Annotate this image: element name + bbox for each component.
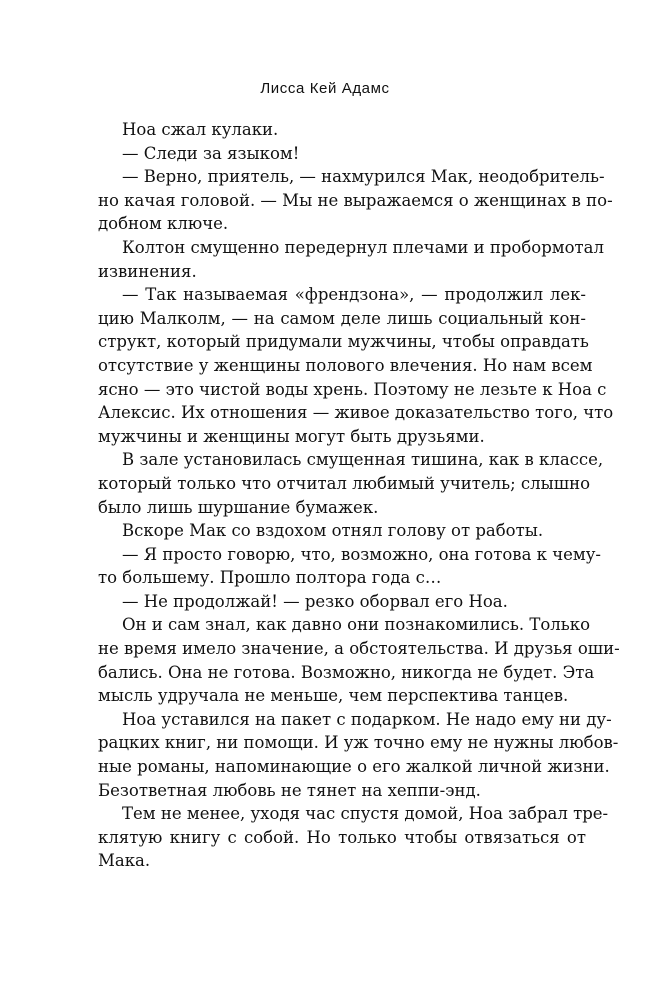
- text-line: Ноа сжал кулаки.: [122, 120, 279, 139]
- text-line: мысль удручала не меньше, чем перспектива танцев.: [98, 686, 569, 706]
- text-line: ясно — это чистой воды хрень. Поэтому не лезьте к Ноа с: [98, 379, 607, 399]
- text-line: Алексис. Их отношения — живое доказательство того, что: [98, 403, 614, 423]
- text-line: цию Малколм, — на самом деле лишь социальный кон-: [98, 308, 586, 328]
- text-line: бались. Она не готова. Возможно, никогда не будет. Эта: [98, 662, 595, 682]
- text-line: Он и сам знал, как давно они познакомились. Только: [122, 615, 591, 635]
- text-line: — Так называемая «френдзона», — продолжил лек-: [122, 285, 586, 305]
- text-line: — Не продолжай! — резко оборвал его Ноа.: [122, 591, 508, 611]
- text-line: — Следи за языком!: [122, 143, 300, 163]
- text-line: добном ключе.: [98, 214, 229, 234]
- text-line: Тем не менее, уходя час спустя домой, Ноа забрал тре-: [122, 804, 609, 824]
- text-line: извинения.: [98, 261, 197, 281]
- text-line: ные романы, напоминающие о его жалкой личной жизни.: [98, 757, 610, 777]
- text-line: Ноа уставился на пакет с подарком. Не надо ему ни ду-: [122, 709, 612, 729]
- text-line: Безответная любовь не тянет на хеппи-энд.: [98, 780, 481, 800]
- text-line: не время имело значение, а обстоятельства. И друзья оши-: [98, 639, 620, 659]
- text-line: структ, который придумали мужчины, чтобы оправдать: [98, 332, 589, 352]
- text-line: было лишь шуршание бумажек.: [98, 497, 379, 517]
- running-head-author: Лисса Кей Адамс: [260, 80, 390, 97]
- text-line: — Я просто говорю, что, возможно, она готова к чему-: [122, 544, 601, 564]
- text-line: Вскоре Мак со вздохом отнял голову от работы.: [122, 521, 544, 541]
- text-line: который только что отчитал любимый учитель; слышно: [98, 473, 591, 493]
- body-text: [98, 118, 620, 873]
- text-line: Колтон смущенно передернул плечами и пробормотал: [122, 237, 605, 257]
- text-line: В зале установилась смущенная тишина, как в классе,: [122, 450, 604, 470]
- text-line: клятую книгу с собой. Но только чтобы отвязаться от: [98, 827, 586, 847]
- text-line: то большему. Прошло полтора года с…: [98, 568, 442, 588]
- text-line: мужчины и женщины могут быть друзьями.: [98, 426, 485, 446]
- text-line: — Верно, приятель, — нахмурился Мак, неодобритель-: [122, 167, 605, 187]
- text-line: Мака.: [98, 851, 151, 871]
- text-line: рацких книг, ни помощи. И уж точно ему не нужны любов-: [98, 733, 619, 753]
- text-line: но качая головой. — Мы не выражаемся о женщинах в по-: [98, 190, 613, 210]
- text-line: отсутствие у женщины полового влечения. Но нам всем: [98, 355, 593, 375]
